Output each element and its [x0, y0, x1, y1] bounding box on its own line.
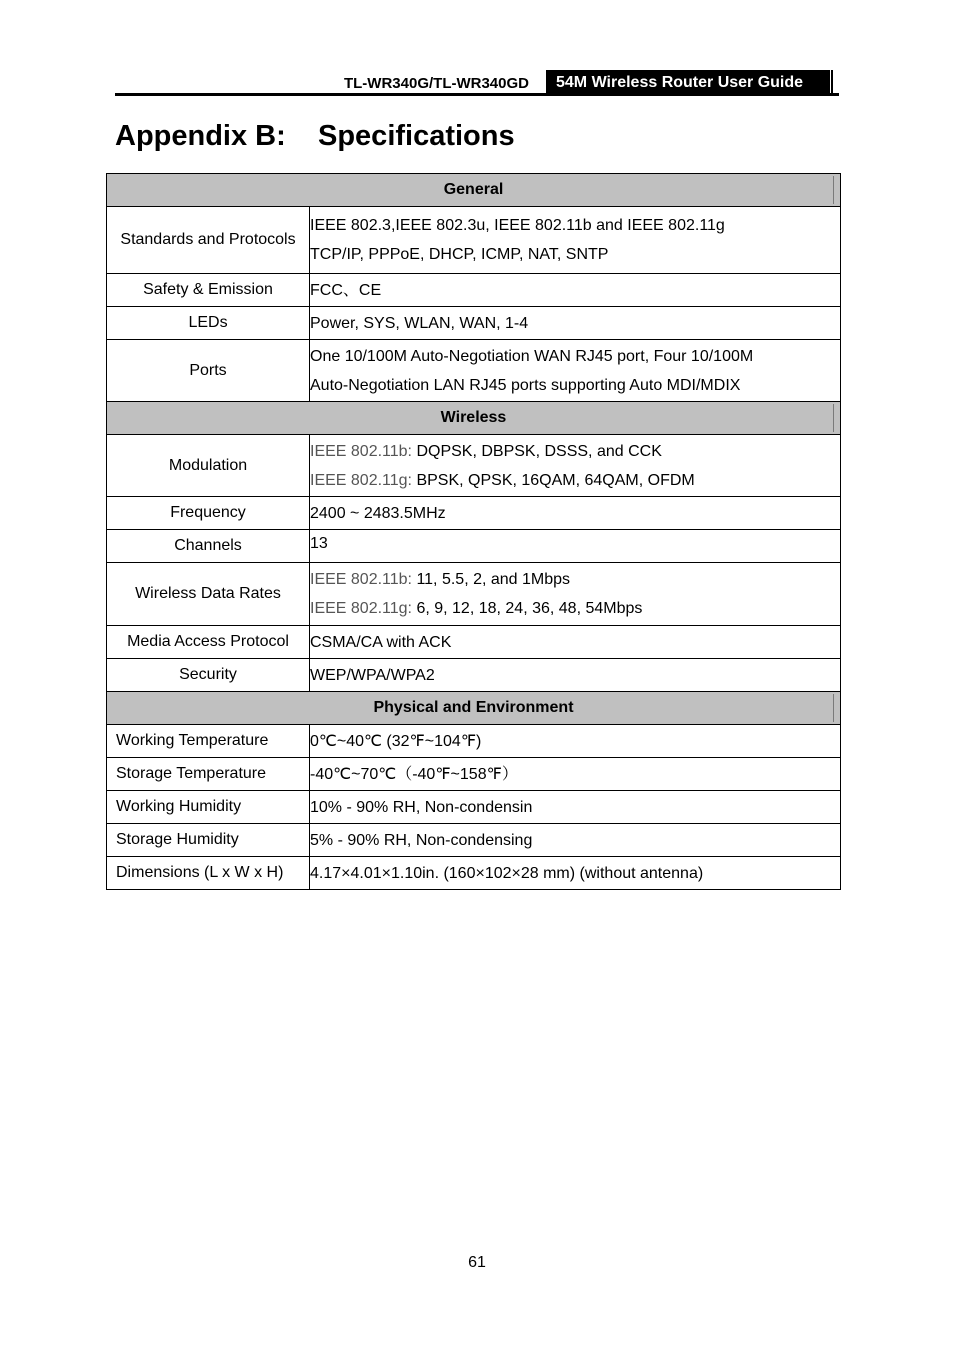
value-line: One 10/100M Auto-Negotiation WAN RJ45 port, Four 10/100M: [310, 347, 754, 365]
value-text: 11, 5.5, 2, and 1Mbps: [412, 571, 571, 588]
row-value: 4.17×4.01×1.10in. (160×102×28 mm) (without antenna): [310, 857, 841, 890]
row-label: Working Humidity: [107, 791, 310, 824]
row-value: Power, SYS, WLAN, WAN, 1-4: [310, 307, 841, 340]
row-label: Channels: [107, 530, 310, 563]
standard-prefix: IEEE 802.11b:: [310, 571, 412, 588]
table-row: [107, 626, 841, 659]
row-value: WEP/WPA/WPA2: [310, 659, 841, 692]
table-row: [107, 659, 841, 692]
table-row: [107, 758, 841, 791]
row-value: [310, 435, 841, 497]
row-label: Wireless Data Rates: [107, 563, 310, 626]
row-label: Storage Humidity: [107, 824, 310, 857]
page-header: [115, 70, 839, 96]
row-label: Storage Temperature: [107, 758, 310, 791]
value-line: [310, 565, 840, 594]
table-row: [107, 207, 841, 274]
row-value: -40℃~70℃（-40℉~158℉）: [310, 758, 841, 791]
row-value: 2400 ~ 2483.5MHz: [310, 497, 841, 530]
row-label: LEDs: [107, 307, 310, 340]
table-row: [107, 497, 841, 530]
value-line: [310, 437, 840, 466]
standard-prefix: IEEE 802.11g:: [310, 471, 412, 489]
row-label: Frequency: [107, 497, 310, 530]
value-line: [310, 466, 840, 495]
table-row: [107, 725, 841, 758]
row-label: Working Temperature: [107, 725, 310, 758]
row-value: [310, 563, 841, 626]
row-label: Ports: [107, 340, 310, 402]
table-row: [107, 791, 841, 824]
value-line: Auto-Negotiation LAN RJ45 ports supporting Auto MDI/MDIX: [310, 376, 741, 394]
section-physical: [107, 692, 841, 725]
value-line: TCP/IP, PPPoE, DHCP, ICMP, NAT, SNTP: [310, 246, 609, 263]
row-label: Dimensions (L x W x H): [107, 857, 310, 890]
header-guide-title: 54M Wireless Router User Guide: [546, 70, 830, 94]
row-value: 5% - 90% RH, Non-condensing: [310, 824, 841, 857]
row-value: 10% - 90% RH, Non-condensin: [310, 791, 841, 824]
table-row: [107, 435, 841, 497]
section-row: [107, 692, 841, 725]
header-divider: [831, 70, 839, 94]
value-line: [310, 594, 840, 623]
row-value: FCC、CE: [310, 274, 841, 307]
row-label: Safety & Emission: [107, 274, 310, 307]
row-value: 13: [310, 530, 841, 563]
section-label: Physical and Environment: [373, 699, 574, 716]
row-value: CSMA/CA with ACK: [310, 626, 841, 659]
value-text: DQPSK, DBPSK, DSSS, and CCK: [412, 442, 662, 460]
section-row: [107, 402, 841, 435]
page-title: Appendix B: Specifications: [115, 120, 515, 152]
table-row: [107, 824, 841, 857]
standard-prefix: IEEE 802.11b:: [310, 442, 412, 460]
table-row: [107, 274, 841, 307]
page-number: 61: [468, 1254, 486, 1271]
value-text: BPSK, QPSK, 16QAM, 64QAM, OFDM: [412, 471, 695, 489]
table-row: [107, 340, 841, 402]
table-row: [107, 530, 841, 563]
table-row: [107, 857, 841, 890]
section-general: [107, 174, 841, 207]
table-row: [107, 563, 841, 626]
specifications-table: [106, 173, 841, 890]
row-value: [310, 207, 841, 274]
value-text: 6, 9, 12, 18, 24, 36, 48, 54Mbps: [412, 600, 643, 617]
standard-prefix: IEEE 802.11g:: [310, 600, 412, 617]
row-label: Security: [107, 659, 310, 692]
section-label: Wireless: [440, 409, 507, 426]
row-value: 0℃~40℃ (32℉~104℉): [310, 725, 841, 758]
row-label: Modulation: [107, 435, 310, 497]
row-label: Media Access Protocol: [107, 626, 310, 659]
section-row: [107, 174, 841, 207]
table-row: [107, 307, 841, 340]
section-wireless: [107, 402, 841, 435]
value-line: IEEE 802.3,IEEE 802.3u, IEEE 802.11b and IEEE 802.11g: [310, 217, 725, 234]
header-rule: [115, 93, 839, 96]
row-value: [310, 340, 841, 402]
row-label: Standards and Protocols: [107, 207, 310, 274]
section-label: General: [443, 181, 504, 198]
header-model: TL-WR340G/TL-WR340GD: [343, 75, 529, 92]
